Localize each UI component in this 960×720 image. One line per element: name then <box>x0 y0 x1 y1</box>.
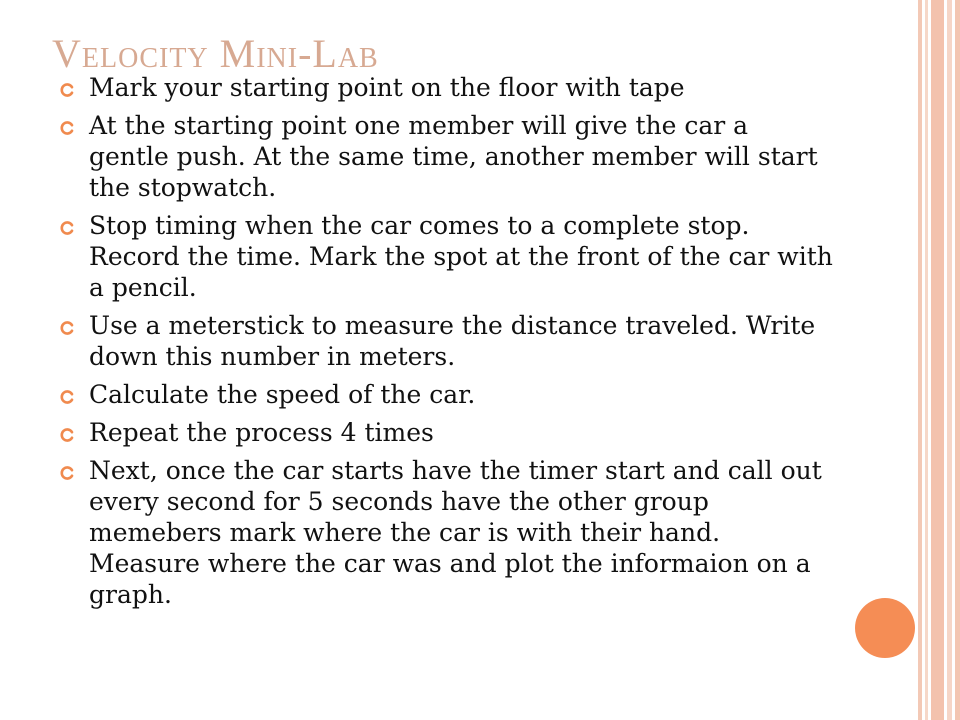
accent-circle <box>855 598 915 658</box>
open-circle-bullet-icon <box>60 83 74 97</box>
bullet-text: Use a meterstick to measure the distance traveled. Write down this number in meters. <box>89 311 816 371</box>
bullet-text: At the starting point one member will give the car a gentle push. At the same time, another member will start the stopwatch. <box>89 111 818 202</box>
bullet-item <box>60 455 835 610</box>
decorative-stripe <box>955 0 960 720</box>
bullet-item <box>60 110 835 203</box>
bullet-item <box>60 210 835 303</box>
bullet-item <box>60 379 835 410</box>
decorative-stripe <box>925 0 928 720</box>
bullet-item <box>60 72 835 103</box>
bullet-text: Mark your starting point on the floor with tape <box>89 73 685 102</box>
bullet-item <box>60 417 835 448</box>
bullet-text: Calculate the speed of the car. <box>89 380 476 409</box>
bullet-text: Repeat the process 4 times <box>89 418 434 447</box>
decorative-stripe <box>918 0 922 720</box>
decorative-stripe <box>947 0 952 720</box>
open-circle-bullet-icon <box>60 221 74 235</box>
bullet-list <box>60 72 835 617</box>
bullet-item <box>60 310 835 372</box>
bullet-text: Stop timing when the car comes to a complete stop. Record the time. Mark the spot at the front of the car with a pencil. <box>89 211 833 302</box>
bullet-text: Next, once the car starts have the timer start and call out every second for 5 seconds have the other group memebers mark where the car is with their hand. Measure where the car was and plot the informaion on a graph. <box>89 456 822 609</box>
slide-title: Velocity Mini-Lab <box>52 31 379 76</box>
decorative-stripe <box>931 0 944 720</box>
open-circle-bullet-icon <box>60 390 74 404</box>
open-circle-bullet-icon <box>60 428 74 442</box>
open-circle-bullet-icon <box>60 321 74 335</box>
open-circle-bullet-icon <box>60 121 74 135</box>
open-circle-bullet-icon <box>60 466 74 480</box>
